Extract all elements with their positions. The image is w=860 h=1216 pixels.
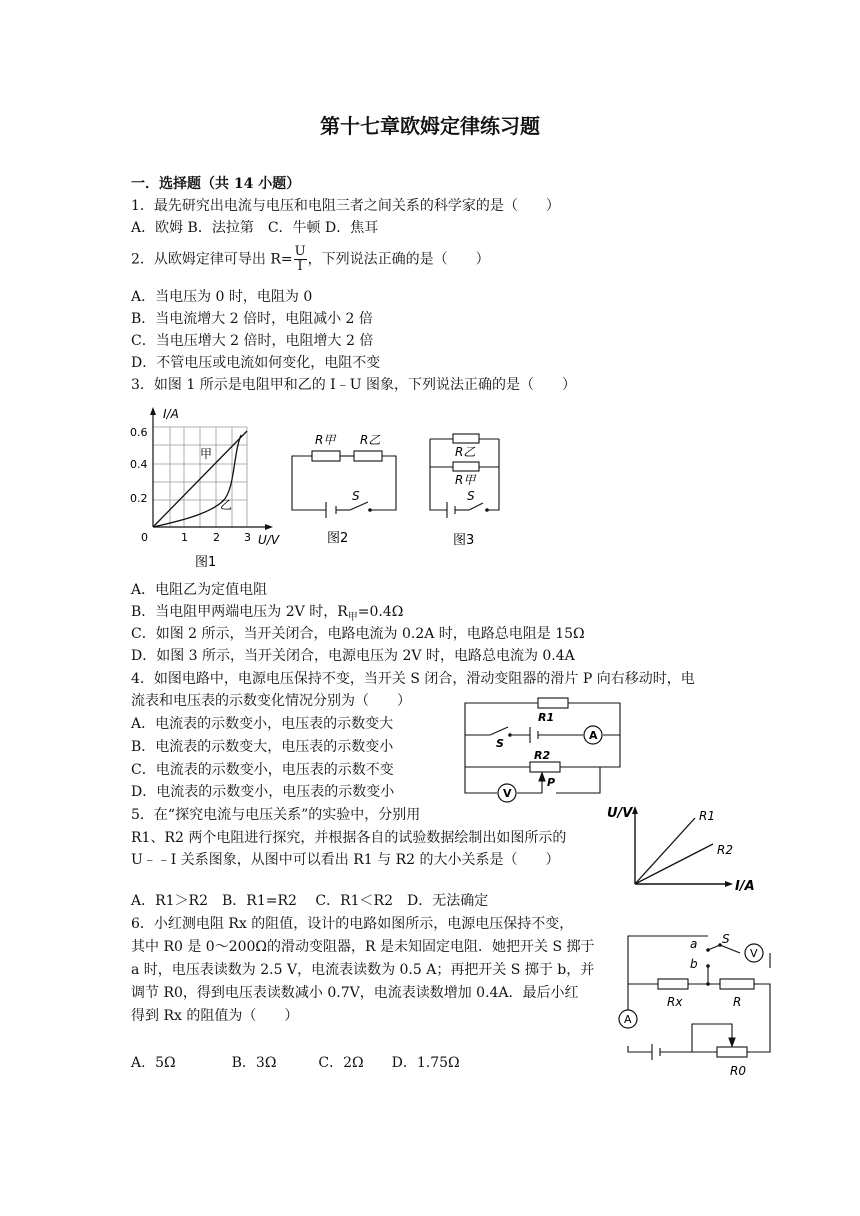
q1-stem: 1．最先研究出电流与电压和电阻三者之间关系的科学家的是（ ） [131, 198, 560, 214]
fig1-ytick: 0.4 [130, 458, 148, 471]
q5-stem-line3: U﹣﹣I 关系图象，从图中可以看出 R1 与 R2 的大小关系是（ ） [131, 852, 560, 868]
q2-suffix: ，下列说法正确的是（ ） [307, 251, 490, 268]
fig1-ytick: 0.6 [130, 426, 148, 439]
q4-option-b: B．电流表的示数变大，电压表的示数变小 [131, 739, 394, 755]
fig2-switch-label: S [352, 489, 360, 503]
q3-option-d: D．如图 3 所示，当开关闭合，电源电压为 2V 时，电路总电流为 0.4A [131, 648, 575, 664]
fig1-xtick: 1 [181, 531, 188, 544]
q3-option-b [131, 603, 403, 627]
q5-xlabel: I/A [735, 879, 755, 894]
q6-line2: 其中 R0 是 0～200Ω的滑动变阻器，R 是未知固定电阻．她把开关 S 掷于 [131, 939, 595, 955]
q3-stem: 3．如图 1 所示是电阻甲和乙的 I﹣U 图象，下列说法正确的是（ ） [131, 377, 576, 393]
q2-stem [131, 245, 490, 274]
q3-figure3-circuit [425, 430, 515, 550]
q4-r1-label: R1 [538, 711, 555, 724]
q3-option-a: A．电阻乙为定值电阻 [131, 582, 268, 598]
q3-option-b-sub: 甲 [347, 611, 358, 623]
q6-switch-label: S [722, 932, 730, 946]
q3-figure1-graph [125, 405, 295, 570]
fig1-caption: 图1 [195, 555, 217, 570]
q6-options: A．5Ω B．3Ω C．2Ω D．1.75Ω [131, 1055, 460, 1071]
fig3-r-yi-label: R乙 [455, 445, 476, 459]
q3-option-b-value: =0.4Ω [357, 604, 404, 620]
fig2-caption: 图2 [327, 531, 349, 546]
q6-line4: 调节 R0，得到电压表读数减小 0.7V，电流表读数增加 0.4A．最后小红 [131, 985, 579, 1001]
q2-option-d: D．不管电压或电流如何变化，电阻不变 [131, 355, 381, 371]
q3-option-c: C．如图 2 所示，当开关闭合，电路电流为 0.2A 时，电路总电阻是 15Ω [131, 626, 585, 642]
q2-option-c: C．当电压增大 2 倍时，电阻增大 2 倍 [131, 333, 374, 349]
fig2-r-jia-label: R甲 [315, 433, 336, 447]
q6-line5: 得到 Rx 的阻值为（ ） [131, 1008, 299, 1024]
fig1-ytick: 0.2 [130, 492, 148, 505]
q6-contact-a-label: a [690, 937, 698, 951]
fig3-caption: 图3 [453, 533, 475, 548]
q2-option-a: A．当电压为 0 时，电阻为 0 [131, 289, 313, 305]
fig1-xlabel: U/V [258, 533, 280, 547]
q4-slider-label: P [547, 776, 556, 789]
q6-circuit [612, 928, 787, 1083]
q2-fraction-den: I [297, 259, 303, 274]
fig1-xtick: 3 [244, 531, 251, 544]
q4-option-d: D．电流表的示数变小，电压表的示数变小 [131, 784, 395, 800]
q6-rx-label: Rx [667, 995, 683, 1009]
q5-r1-label: R1 [699, 809, 715, 823]
q5-options: A．R1＞R2 B．R1=R2 C．R1＜R2 D．无法确定 [131, 893, 489, 909]
q4-voltmeter-label: V [503, 787, 512, 800]
q2-option-b: B．当电流增大 2 倍时，电阻减小 2 倍 [131, 311, 373, 327]
section-heading: 一．选择题（共 14 小题） [131, 176, 301, 192]
fig1-curve-yi-label: 乙 [220, 498, 233, 512]
q4-circuit [460, 695, 630, 805]
q5-ui-graph [605, 800, 765, 895]
q6-r-label: R [733, 995, 742, 1009]
q5-r2-label: R2 [717, 843, 733, 857]
fig1-curve-jia-label: 甲 [200, 447, 213, 461]
q4-stem-line1: 4．如图电路中，电源电压保持不变，当开关 S 闭合，滑动变阻器的滑片 P 向右移动时，电 [131, 671, 695, 687]
q1-options: A．欧姆 B．法拉第 C．牛顿 D．焦耳 [131, 220, 379, 236]
q4-option-c: C．电流表的示数变小，电压表的示数不变 [131, 762, 394, 778]
fig1-xtick: 0 [141, 531, 148, 544]
fig3-switch-label: S [467, 489, 475, 503]
q2-fraction-num: U [294, 244, 306, 259]
q6-contact-b-label: b [690, 957, 698, 971]
q2-prefix: 2．从欧姆定律可导出 R= [131, 251, 293, 268]
q6-line3: a 时，电压表读数为 2.5 V，电流表读数为 0.5 A；再把开关 S 掷于 b，并 [131, 962, 595, 978]
q4-option-a: A．电流表的示数变小，电压表的示数变大 [131, 716, 394, 732]
q5-ylabel: U/V [607, 806, 633, 821]
q3-option-b-text: B．当电阻甲两端电压为 2V 时，R [131, 604, 348, 620]
fig2-r-yi-label: R乙 [360, 433, 381, 447]
q2-fraction [294, 245, 307, 274]
q5-stem-line1: 5．在“探究电流与电压关系”的实验中，分别用 [131, 807, 421, 823]
page-title: 第十七章欧姆定律练习题 [320, 114, 540, 138]
q4-stem-line2: 流表和电压表的示数变化情况分别为（ ） [131, 693, 411, 709]
fig3-r-jia-label: R甲 [455, 473, 476, 487]
q5-stem-line2: R1、R2 两个电阻进行探究，并根据各自的试验数据绘制出如图所示的 [131, 830, 567, 846]
fig1-xtick: 2 [213, 531, 220, 544]
q6-r0-label: R0 [730, 1064, 746, 1078]
q4-ammeter-label: A [589, 729, 598, 742]
fig1-ylabel: I/A [163, 407, 179, 421]
q3-figure2-circuit [290, 430, 410, 545]
q4-switch-label: S [496, 737, 504, 750]
q6-voltmeter-label: V [750, 947, 758, 960]
q4-r2-label: R2 [534, 749, 551, 762]
q6-line1: 6．小红测电阻 Rx 的阻值，设计的电路如图所示，电源电压保持不变， [131, 916, 574, 932]
q6-ammeter-label: A [624, 1013, 632, 1026]
